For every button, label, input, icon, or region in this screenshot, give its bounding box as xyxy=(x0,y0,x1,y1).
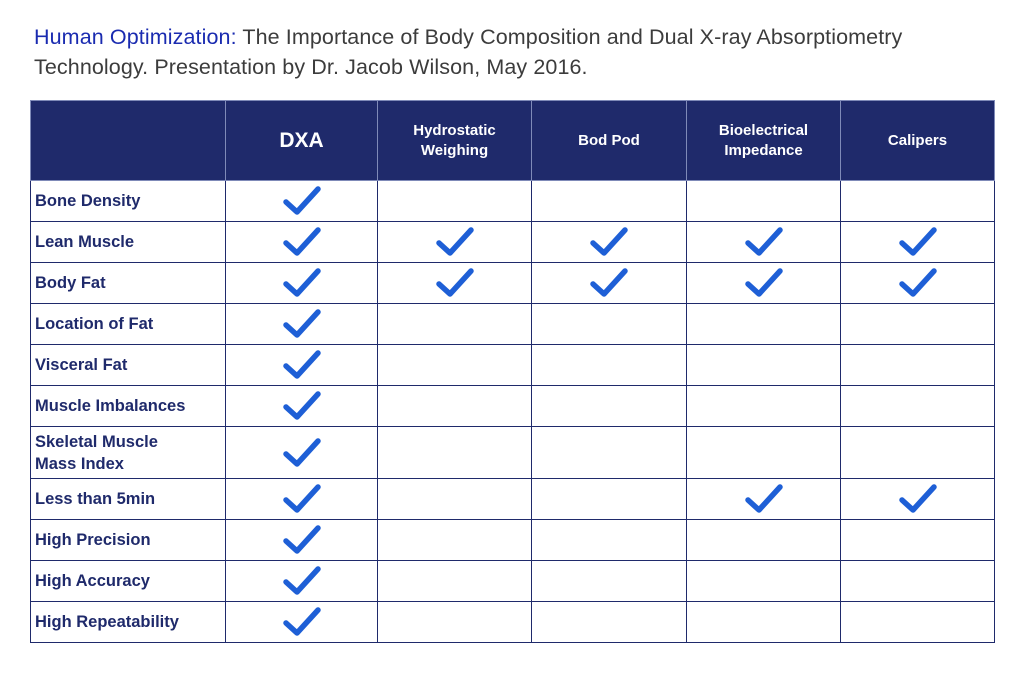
table-cell xyxy=(378,520,532,561)
row-label: High Repeatability xyxy=(31,602,226,643)
table-cell xyxy=(226,386,378,427)
comparison-table xyxy=(30,100,995,643)
checkmark-icon xyxy=(283,391,321,421)
checkmark-icon xyxy=(283,268,321,298)
table-cell xyxy=(687,222,841,263)
row-label: Lean Muscle xyxy=(31,222,226,263)
table-cell xyxy=(687,561,841,602)
checkmark-icon xyxy=(283,566,321,596)
table-cell xyxy=(532,602,687,643)
caption-text: The Importance of Body Composition and Dual X-ray Absorptiometry Technology. Presentation by Dr. Jacob Wilson, May 2016. xyxy=(34,25,903,79)
table-cell xyxy=(226,561,378,602)
checkmark-icon xyxy=(283,227,321,257)
table-cell xyxy=(841,263,995,304)
column-header-calipers: Calipers xyxy=(841,101,995,181)
table-cell xyxy=(532,222,687,263)
header-corner xyxy=(31,101,226,181)
column-header-bioelectrical-impedance: Bioelectrical Impedance xyxy=(687,101,841,181)
checkmark-icon xyxy=(745,227,783,257)
table-row xyxy=(31,263,995,304)
checkmark-icon xyxy=(899,227,937,257)
table-cell xyxy=(687,602,841,643)
row-label: Visceral Fat xyxy=(31,345,226,386)
table-cell xyxy=(532,181,687,222)
table-row xyxy=(31,386,995,427)
table-cell xyxy=(378,602,532,643)
table-cell xyxy=(226,520,378,561)
page-caption xyxy=(34,22,1014,82)
table-cell xyxy=(378,345,532,386)
table-body xyxy=(31,181,995,643)
table-row xyxy=(31,602,995,643)
checkmark-icon xyxy=(899,268,937,298)
row-label: Muscle Imbalances xyxy=(31,386,226,427)
table-cell xyxy=(687,520,841,561)
checkmark-icon xyxy=(745,484,783,514)
table-row xyxy=(31,345,995,386)
table-cell xyxy=(687,181,841,222)
table-cell xyxy=(532,386,687,427)
table-cell xyxy=(378,181,532,222)
table-cell xyxy=(532,561,687,602)
table-cell xyxy=(378,479,532,520)
table-cell xyxy=(841,304,995,345)
table-cell xyxy=(378,427,532,479)
header-row xyxy=(31,101,995,181)
table-cell xyxy=(841,386,995,427)
checkmark-icon xyxy=(283,350,321,380)
checkmark-icon xyxy=(436,227,474,257)
table-cell xyxy=(687,263,841,304)
checkmark-icon xyxy=(436,268,474,298)
table-cell xyxy=(226,479,378,520)
table-row xyxy=(31,479,995,520)
table-cell xyxy=(378,222,532,263)
checkmark-icon xyxy=(283,186,321,216)
checkmark-icon xyxy=(745,268,783,298)
table-cell xyxy=(841,561,995,602)
table-cell xyxy=(226,345,378,386)
table-row xyxy=(31,304,995,345)
table-cell xyxy=(378,561,532,602)
row-label: High Precision xyxy=(31,520,226,561)
table-cell xyxy=(226,602,378,643)
caption-lead: Human Optimization: xyxy=(34,25,237,49)
table-cell xyxy=(841,602,995,643)
table-cell xyxy=(226,427,378,479)
table-row xyxy=(31,181,995,222)
table-cell xyxy=(687,427,841,479)
table-cell xyxy=(532,479,687,520)
table-cell xyxy=(532,520,687,561)
table-cell xyxy=(841,345,995,386)
table-cell xyxy=(841,479,995,520)
row-label: Bone Density xyxy=(31,181,226,222)
checkmark-icon xyxy=(283,607,321,637)
table-row xyxy=(31,520,995,561)
table-cell xyxy=(841,427,995,479)
checkmark-icon xyxy=(590,227,628,257)
table-cell xyxy=(841,222,995,263)
table-cell xyxy=(532,304,687,345)
table-row xyxy=(31,427,995,479)
table-cell xyxy=(226,304,378,345)
checkmark-icon xyxy=(590,268,628,298)
table-cell xyxy=(687,386,841,427)
table-cell xyxy=(226,263,378,304)
row-label: Body Fat xyxy=(31,263,226,304)
checkmark-icon xyxy=(283,438,321,468)
table-cell xyxy=(226,181,378,222)
table-cell xyxy=(841,181,995,222)
table-cell xyxy=(687,304,841,345)
table-cell xyxy=(841,520,995,561)
checkmark-icon xyxy=(899,484,937,514)
row-label: High Accuracy xyxy=(31,561,226,602)
column-header-bod-pod: Bod Pod xyxy=(532,101,687,181)
table-cell xyxy=(378,263,532,304)
row-label: Location of Fat xyxy=(31,304,226,345)
checkmark-icon xyxy=(283,484,321,514)
table-cell xyxy=(532,345,687,386)
row-label: Less than 5min xyxy=(31,479,226,520)
table-cell xyxy=(378,386,532,427)
table-cell xyxy=(532,427,687,479)
table-cell xyxy=(687,345,841,386)
column-header-hydrostatic-weighing: Hydrostatic Weighing xyxy=(378,101,532,181)
table-row xyxy=(31,561,995,602)
table-cell xyxy=(378,304,532,345)
checkmark-icon xyxy=(283,525,321,555)
column-header-dxa: DXA xyxy=(226,101,378,181)
row-label: Skeletal Muscle Mass Index xyxy=(31,427,226,479)
table-cell xyxy=(532,263,687,304)
table-cell xyxy=(226,222,378,263)
table-cell xyxy=(687,479,841,520)
checkmark-icon xyxy=(283,309,321,339)
table-row xyxy=(31,222,995,263)
